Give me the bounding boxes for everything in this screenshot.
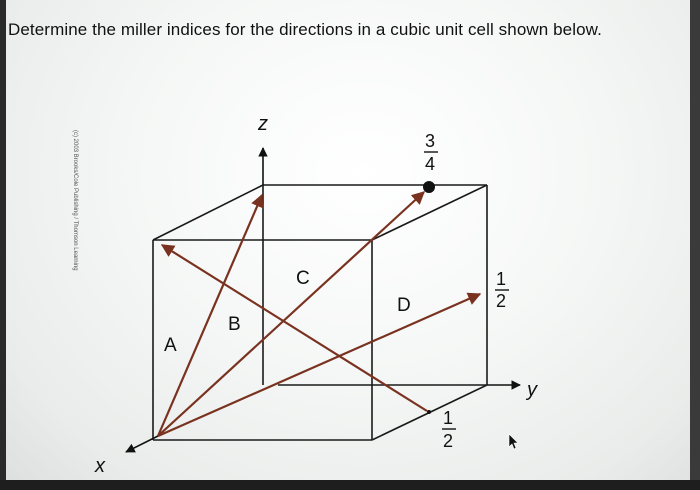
fraction-three-quarters bbox=[424, 131, 438, 174]
fraction-right-half bbox=[495, 269, 509, 311]
monitor-bezel-bottom bbox=[0, 480, 700, 490]
y-axis-label: y bbox=[527, 379, 537, 401]
fraction-top-numerator: 3 bbox=[425, 131, 436, 151]
fraction-right-denominator: 2 bbox=[496, 291, 507, 311]
fraction-bottom-numerator: 1 bbox=[443, 408, 454, 428]
fraction-bottom-half bbox=[442, 408, 456, 451]
question-text: Determine the miller indices for the directions in a cubic unit cell shown below. bbox=[8, 20, 602, 39]
vector-D-line bbox=[158, 294, 480, 436]
fraction-right-numerator: 1 bbox=[496, 269, 507, 289]
z-axis-label: z bbox=[258, 113, 268, 135]
publisher-credit: (c) 2003 Brooks/Cole Publishing / Thomson Learning bbox=[72, 130, 78, 271]
vector-B-label: B bbox=[228, 314, 241, 335]
vector-B-line bbox=[158, 192, 424, 436]
vector-A-line bbox=[158, 195, 262, 436]
vector-A-label: A bbox=[164, 335, 177, 356]
mouse-cursor-icon bbox=[509, 434, 518, 449]
point-half-bottom bbox=[427, 410, 431, 414]
x-axis-label: x bbox=[95, 455, 105, 477]
vector-D-label: D bbox=[397, 295, 411, 316]
vector-C-label: C bbox=[296, 268, 310, 289]
cube-edge-top-right bbox=[372, 185, 487, 240]
fraction-top-denominator: 4 bbox=[425, 154, 436, 174]
vector-C-line bbox=[162, 245, 427, 411]
point-three-quarter bbox=[423, 181, 435, 193]
x-axis bbox=[126, 436, 158, 452]
fraction-bottom-denominator: 2 bbox=[443, 431, 454, 451]
